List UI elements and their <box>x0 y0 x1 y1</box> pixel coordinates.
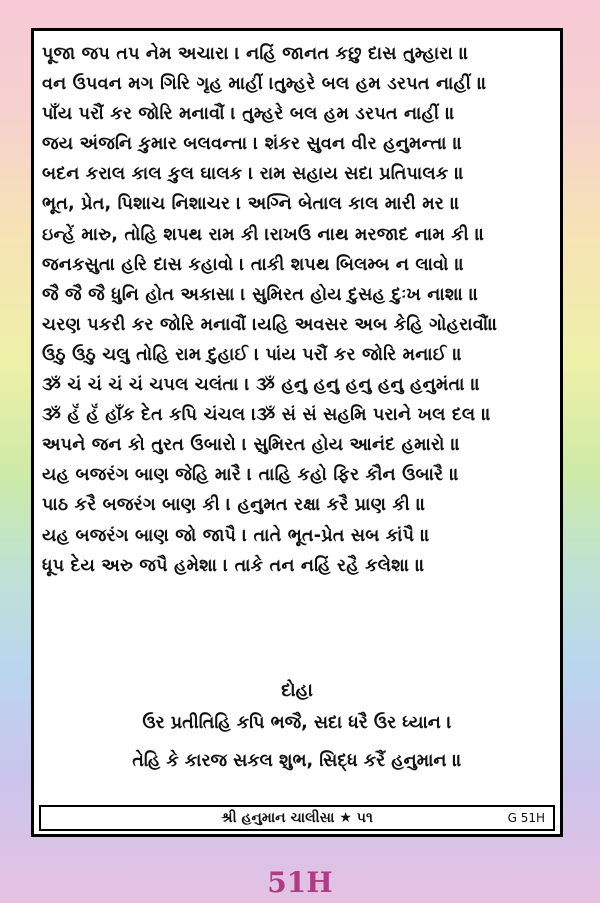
verse-line: યહ બજરંગ બાણ જેહિ મારૈ । તાહિ કહો ફિર કૌન ઉબારૈ ॥ <box>42 465 460 486</box>
verse-line: બદન કરાલ કાલ કુલ ઘાલક । રામ સહાય સદા પ્રતિપાલક ॥ <box>42 164 465 185</box>
footer-box <box>39 805 555 831</box>
verse-line: જનકસુતા હરિ દાસ કહાવો । તાકી શપથ બિલમ્બ ન લાવો ॥ <box>42 254 465 275</box>
verse-line: ધૂપ દેય અરુ જપૈ હમેશા । તાકે તન નહિં રહૈ કલેશા ॥ <box>42 555 425 576</box>
verse-line: જય અંજનિ કુમાર બલવન્તા । શંકર સુવન વીર હનુમન્તા ॥ <box>42 134 463 155</box>
doha-line: ઉર પ્રતીતિહિ કપિ ભજૈ, સદા ધરૈ ઉર ધ્યાન । <box>142 713 452 733</box>
verse-line: ૐ ચં ચં ચં ચં ચપલ ચલંતા । ૐ હનુ હનુ હનુ હનુ હનુમંતા ॥ <box>42 375 481 396</box>
footer-code: G 51H <box>507 811 545 825</box>
verse-line: યહ બજરંગ બાણ જો જાપૈ । તાતે ભૂત-પ્રેત સબ કાંપૈ ॥ <box>42 525 430 546</box>
doha-heading: દોહા <box>281 680 313 701</box>
verse-line: પાઠ કરૈ બજરંગ બાણ કી । હનુમત રક્ષા કરૈ પ્રાણ કી ॥ <box>42 495 426 516</box>
footer-title: શ્રી હનુમાન ચાલીસા ★ ૫૧ <box>221 810 373 826</box>
verse-line: ભૂત, પ્રેત, પિશાચ નિશાચર । અગ્નિ બેતાલ કાલ મારી મર ॥ <box>42 194 460 215</box>
verse-block <box>42 39 552 581</box>
verse-line: પૂજા જપ તપ નેમ અચારા । નહિં જાનત કછુ દાસ તુમ્હારા ॥ <box>42 44 469 64</box>
verse-line: અપને જન કો તુરત ઉબારો । સુમિરત હોય આનંદ હમારો ॥ <box>42 435 461 456</box>
verse-line: ચરણ પકરી કર જોરિ મનાવૌં ।યહિ અવસર અબ કેહિ ગોહરાવૌં॥ <box>42 314 498 335</box>
verse-line: પાઁય પરૌં કર જોરિ મનાવૌં । તુમ્હરે બલ હમ ડરપત નાહીં ॥ <box>42 104 455 125</box>
doha-line: તેહિ કે કારજ સકલ શુભ, સિદ્ધ કરૈં હનુમાન ॥ <box>132 751 462 771</box>
verse-line: ઉઠુ ઉઠુ ચલુ તોહિ રામ દુહાઈ । પાંય પરૌં કર જોરિ મનાઈ ॥ <box>42 344 463 365</box>
verse-line: જૈ જૈ જૈ ધુનિ હોત અકાસા । સુમિરત હોય દુસહ દુઃખ નાશા ॥ <box>42 284 479 305</box>
verse-line: ઇન્હેં મારુ, તોહિ શપથ રામ કી ।રાખઉ નાથ મરજાદ નામ કી ॥ <box>42 224 485 245</box>
verse-line: વન ઉપવન મગ ગિરિ ગૃહ માહીં ।તુમ્હરે બલ હમ ડરપત નાહીં ॥ <box>42 74 487 95</box>
page-card <box>31 28 563 837</box>
page-number: 51H <box>267 866 333 899</box>
verse-line: ૐ હૅં હૅં હાઁક દેત કપિ ચંચલ ।ૐ સં સં સહમિ પરાને ખલ દલ ॥ <box>42 405 492 426</box>
